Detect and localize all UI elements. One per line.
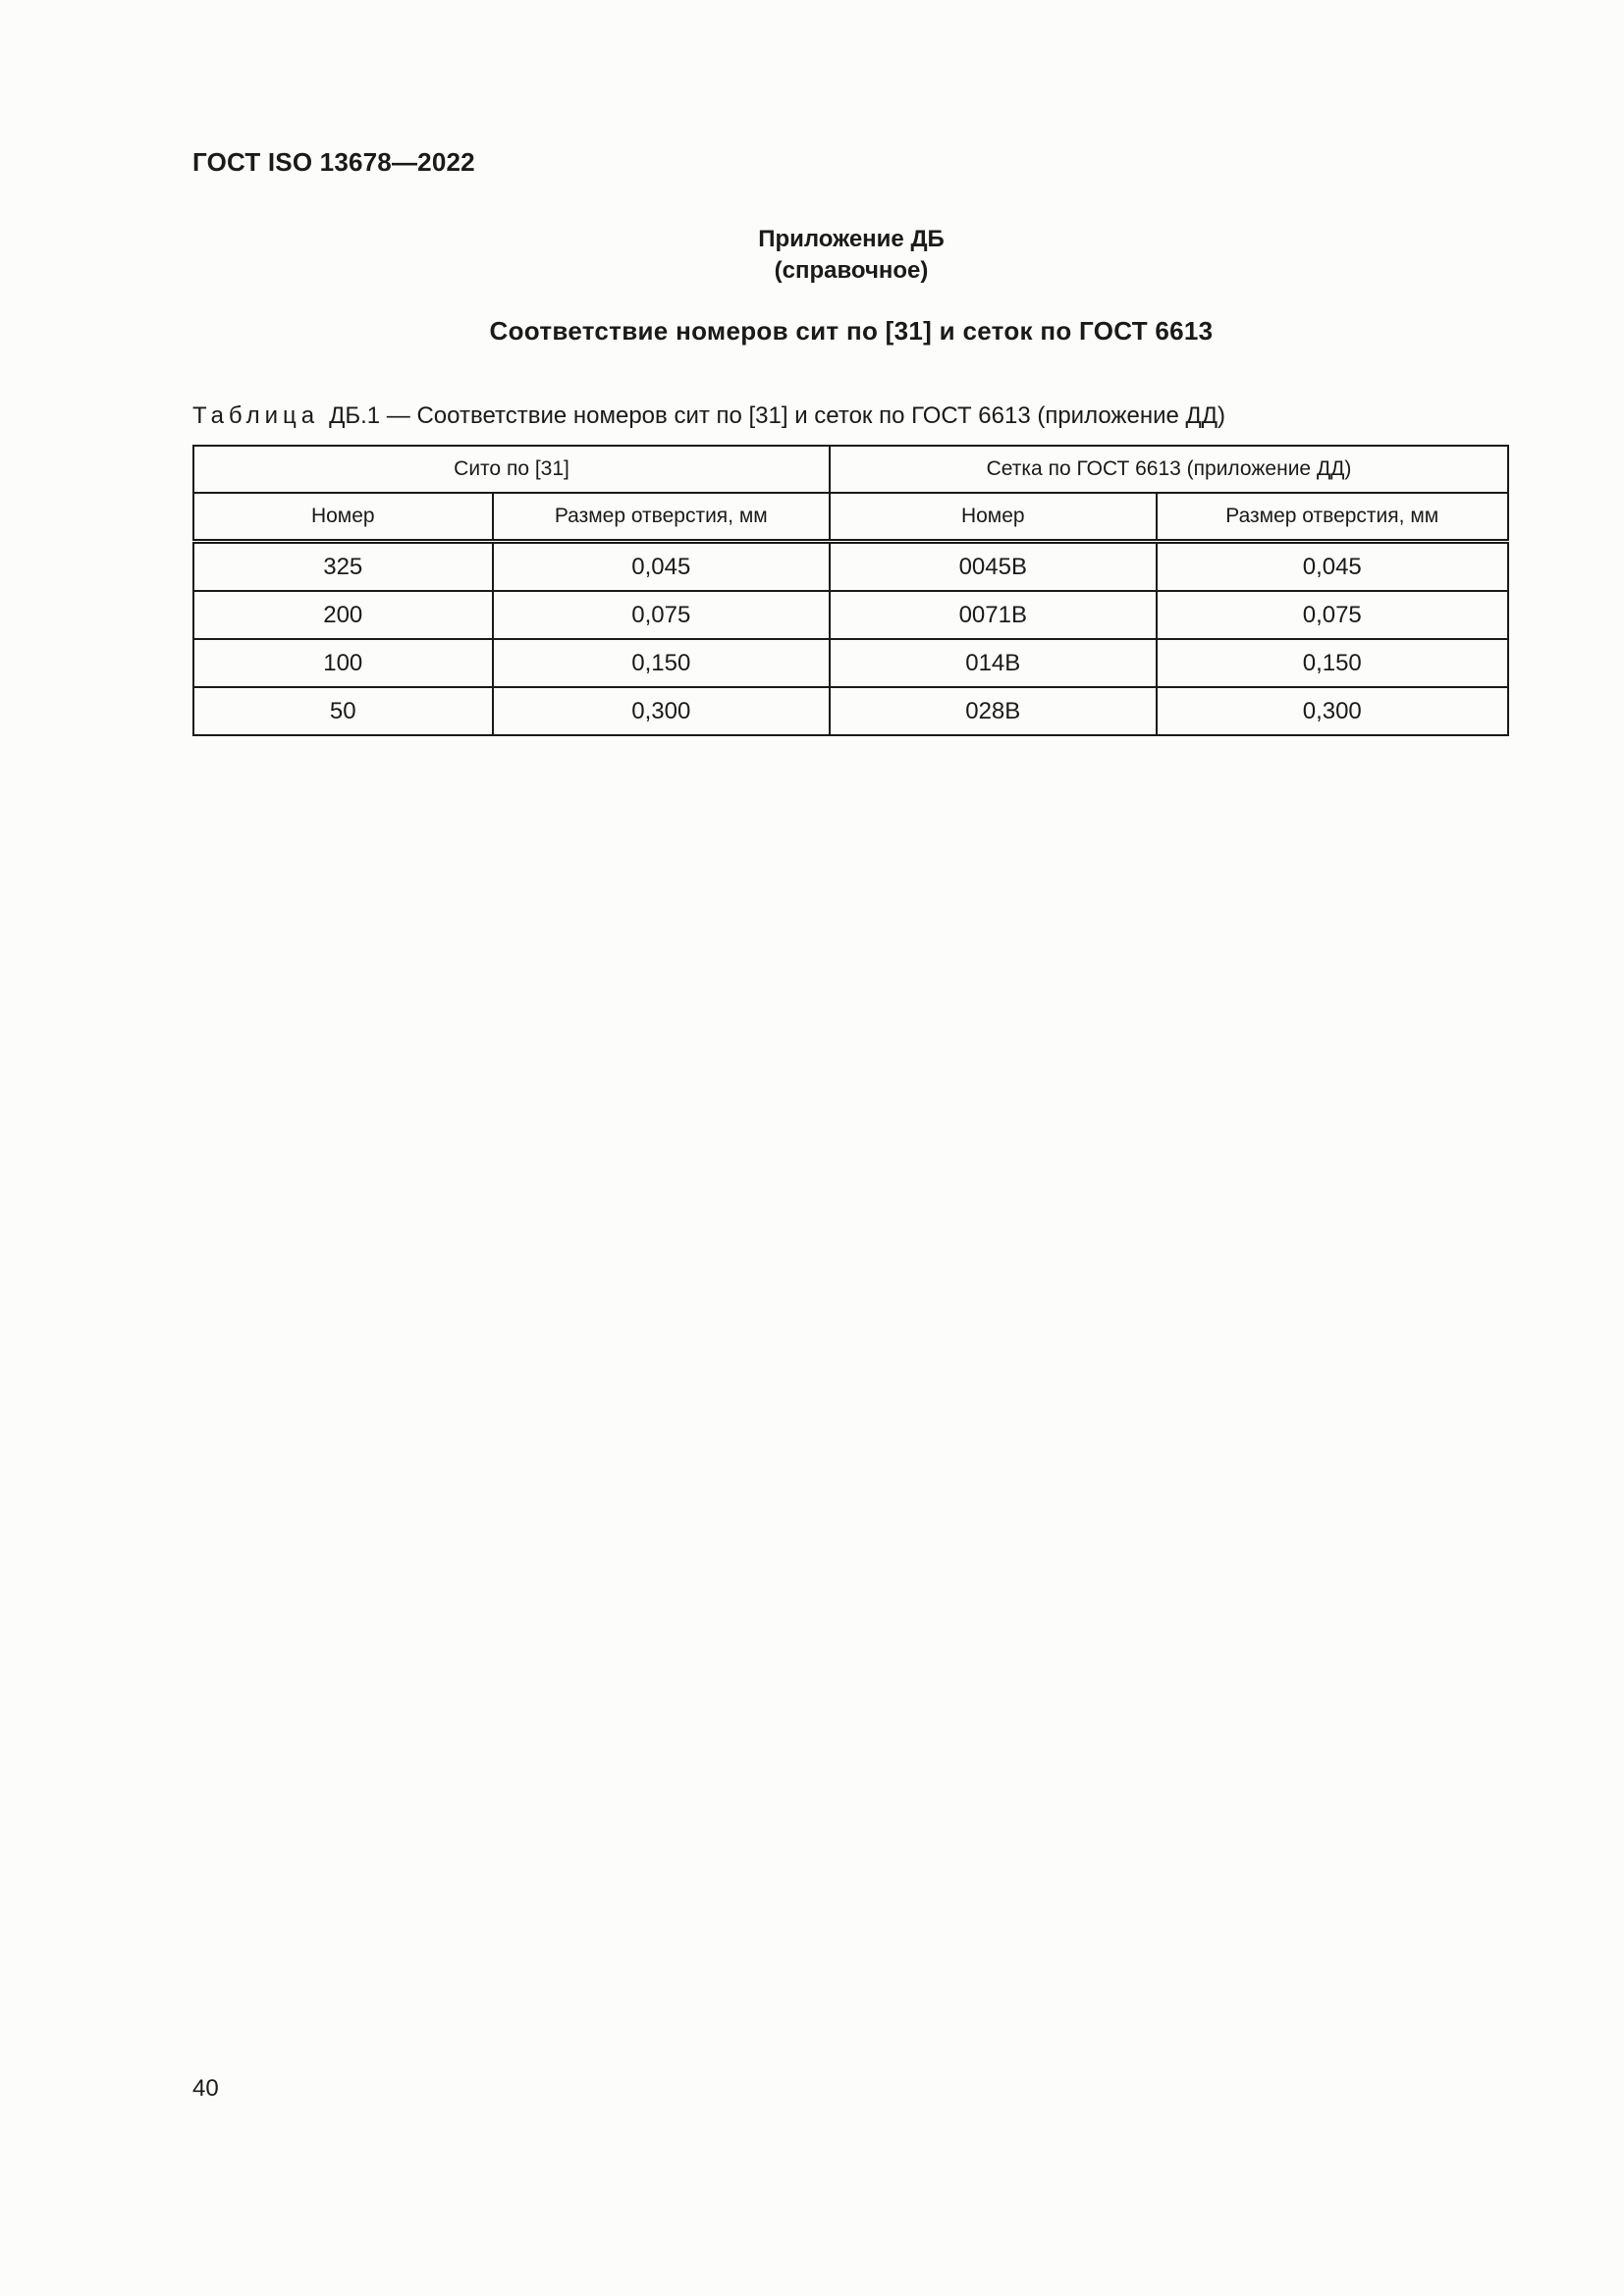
table-cell: 325	[193, 542, 493, 592]
table-column-header-row	[193, 493, 1508, 542]
table-cell: 014В	[830, 639, 1156, 687]
table-cell: 0,300	[493, 687, 831, 735]
table-cell: 0,300	[1157, 687, 1509, 735]
column-header-sieve-opening: Размер отверстия, мм	[493, 493, 831, 542]
table-row	[193, 591, 1508, 639]
table-cell: 0,075	[493, 591, 831, 639]
table-cell: 200	[193, 591, 493, 639]
table-row	[193, 687, 1508, 735]
section-title: Соответствие номеров сит по [31] и сеток по ГОСТ 6613	[489, 316, 1214, 346]
column-header-mesh-number: Номер	[830, 493, 1156, 542]
table-cell: 028В	[830, 687, 1156, 735]
table-caption-label: Таблица	[192, 402, 320, 429]
table-caption	[192, 402, 1225, 430]
table-cell: 0071В	[830, 591, 1156, 639]
document-standard-header: ГОСТ ISO 13678—2022	[192, 147, 475, 177]
table-cell: 100	[193, 639, 493, 687]
table-cell: 0,075	[1157, 591, 1509, 639]
table-cell: 0,045	[1157, 542, 1509, 592]
group-header-mesh: Сетка по ГОСТ 6613 (приложение ДД)	[830, 446, 1508, 493]
group-header-sieve: Сито по [31]	[193, 446, 830, 493]
appendix-heading	[0, 224, 1624, 287]
table-cell: 0,045	[493, 542, 831, 592]
table-cell: 50	[193, 687, 493, 735]
table-row	[193, 639, 1508, 687]
appendix-title: Приложение ДБ	[758, 226, 945, 252]
page-number: 40	[192, 2075, 219, 2102]
table-caption-text: ДБ.1 — Соответствие номеров сит по [31] и сеток по ГОСТ 6613 (приложение ДД)	[329, 402, 1225, 429]
column-header-mesh-opening: Размер отверстия, мм	[1157, 493, 1509, 542]
table-cell: 0045В	[830, 542, 1156, 592]
table-row	[193, 542, 1508, 592]
table-cell: 0,150	[493, 639, 831, 687]
sieve-correspondence-table	[192, 445, 1509, 736]
table-group-header-row	[193, 446, 1508, 493]
table-cell: 0,150	[1157, 639, 1509, 687]
column-header-sieve-number: Номер	[193, 493, 493, 542]
appendix-status: (справочное)	[774, 257, 929, 284]
